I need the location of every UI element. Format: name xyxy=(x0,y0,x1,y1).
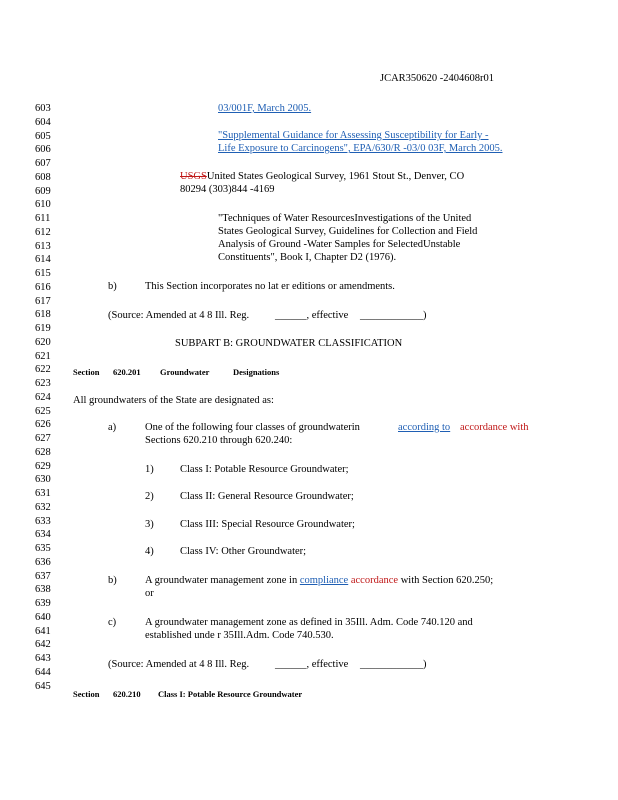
line-number: 620 xyxy=(35,336,51,348)
line-number: 624 xyxy=(35,391,51,403)
line-number: 635 xyxy=(35,543,51,554)
line-number: 640 xyxy=(35,611,51,623)
list-label: 3) xyxy=(145,519,154,530)
line-number: 631 xyxy=(35,488,51,499)
list-item: Class I: Potable Resource Groundwater; xyxy=(180,464,349,475)
section-title: Designations xyxy=(233,367,280,377)
line-number: 610 xyxy=(35,199,51,211)
deleted-text: accordance with xyxy=(460,422,529,433)
subpart-heading: SUBPART B: GROUNDWATER CLASSIFICATION xyxy=(175,338,403,349)
line-number: 604 xyxy=(35,116,51,128)
line-number: 634 xyxy=(35,529,51,541)
section-number: 620.210 xyxy=(113,689,141,699)
line-number: 616 xyxy=(35,281,51,293)
list-label: 1) xyxy=(145,464,154,475)
line-number: 625 xyxy=(35,405,51,417)
subsection-text: This Section incorporates no lat er editions or amendments. xyxy=(145,281,395,292)
line-number: 611 xyxy=(35,213,51,224)
line-number: 639 xyxy=(35,598,51,609)
source-note-blank: ____________) xyxy=(360,659,427,670)
subsection-text-part: A groundwater management zone in xyxy=(145,575,298,586)
subsection-label: c) xyxy=(108,617,117,628)
line-number: 613 xyxy=(35,240,51,252)
line-number: 636 xyxy=(35,556,51,568)
line-number: 630 xyxy=(35,474,51,486)
subsection-text-part: with Section 620.250; xyxy=(400,575,494,586)
line-number: 621 xyxy=(35,350,51,362)
source-note: (Source: Amended at 4 8 Ill. Reg. xyxy=(108,659,250,670)
line-number: 638 xyxy=(35,584,51,596)
line-number: 617 xyxy=(35,295,51,307)
line-number: 619 xyxy=(35,323,51,334)
subsection-text: or xyxy=(145,588,154,599)
section-label: Section xyxy=(73,689,100,699)
line-number: 645 xyxy=(35,680,51,692)
reference-line: "Techniques of Water ResourcesInvestigations of the United xyxy=(218,213,472,224)
source-note-blank: ______, effective xyxy=(275,659,349,670)
line-number: 627 xyxy=(35,433,51,444)
list-item: Class III: Special Resource Groundwater; xyxy=(180,519,355,530)
line-number: 637 xyxy=(35,570,51,582)
source-note-blank: ____________) xyxy=(360,310,427,321)
line-number: 609 xyxy=(35,185,51,197)
subsection-text: Sections 620.210 through 620.240: xyxy=(145,435,293,446)
list-item: Class IV: Other Groundwater; xyxy=(180,546,307,557)
reference-line: Analysis of Ground -Water Samples for SelectedUnstable xyxy=(218,239,461,250)
line-number: 603 xyxy=(35,103,51,114)
subsection-label: a) xyxy=(108,422,117,433)
line-number: 612 xyxy=(35,226,51,238)
reference-text: United States Geological Survey, 1961 Stout St., Denver, CO xyxy=(206,171,465,182)
deleted-text: accordance xyxy=(350,575,399,586)
line-number: 643 xyxy=(35,653,51,664)
citation-text: 03/001F, March 2005. xyxy=(218,103,312,114)
line-number: 614 xyxy=(35,254,51,266)
subsection-text: established unde r 35Ill.Adm. Code 740.530. xyxy=(145,630,334,641)
line-number: 628 xyxy=(35,446,51,458)
section-number: 620.201 xyxy=(113,367,141,377)
line-number: 606 xyxy=(35,144,51,156)
source-note-blank: ______, effective xyxy=(275,310,349,321)
line-number: 607 xyxy=(35,158,51,169)
line-number: 605 xyxy=(35,130,51,142)
line-number: 629 xyxy=(35,460,51,472)
section-label: Section xyxy=(73,367,100,377)
inserted-text: compliance xyxy=(299,575,349,586)
reference-line xyxy=(180,170,464,183)
line-number: 623 xyxy=(35,378,51,389)
line-number: 618 xyxy=(35,309,51,321)
inserted-text: according to xyxy=(398,422,451,433)
reference-line: Constituents", Book I, Chapter D2 (1976). xyxy=(218,252,397,263)
body-text: All groundwaters of the State are designated as: xyxy=(73,395,274,406)
inserted-citation-line: "Supplemental Guidance for Assessing Susceptibility for Early - xyxy=(218,130,489,141)
line-number: 615 xyxy=(35,268,51,279)
line-number: 633 xyxy=(35,515,51,527)
line-number: 608 xyxy=(35,171,51,183)
subsection-label: b) xyxy=(108,575,117,586)
line-number: 641 xyxy=(35,625,51,637)
document-header: JCAR350620 -2404608r01 xyxy=(380,73,495,84)
subsection-text: One of the following four classes of groundwaterin xyxy=(145,422,360,433)
reference-line: States Geological Survey, Guidelines for Collection and Field xyxy=(218,226,478,237)
section-title: Groundwater xyxy=(160,367,210,377)
line-number: 642 xyxy=(35,639,51,651)
source-note: (Source: Amended at 4 8 Ill. Reg. xyxy=(108,310,250,321)
subsection-text xyxy=(145,574,493,587)
line-number: 622 xyxy=(35,364,51,376)
subsection-text: A groundwater management zone as defined in 35Ill. Adm. Code 740.120 and xyxy=(145,617,473,628)
line-number: 626 xyxy=(35,419,51,431)
line-number: 632 xyxy=(35,501,51,513)
deleted-text: USGS xyxy=(180,171,207,182)
list-item: Class II: General Resource Groundwater; xyxy=(180,491,354,502)
list-label: 2) xyxy=(145,491,154,502)
subsection-label: b) xyxy=(108,281,117,292)
line-number: 644 xyxy=(35,666,51,678)
section-title: Class I: Potable Resource Groundwater xyxy=(158,689,303,699)
list-label: 4) xyxy=(145,546,154,557)
inserted-citation-line: Life Exposure to Carcinogens", EPA/630/R -03/0 03F, March 2005. xyxy=(218,143,503,154)
reference-line: 80294 (303)844 -4169 xyxy=(180,184,275,195)
